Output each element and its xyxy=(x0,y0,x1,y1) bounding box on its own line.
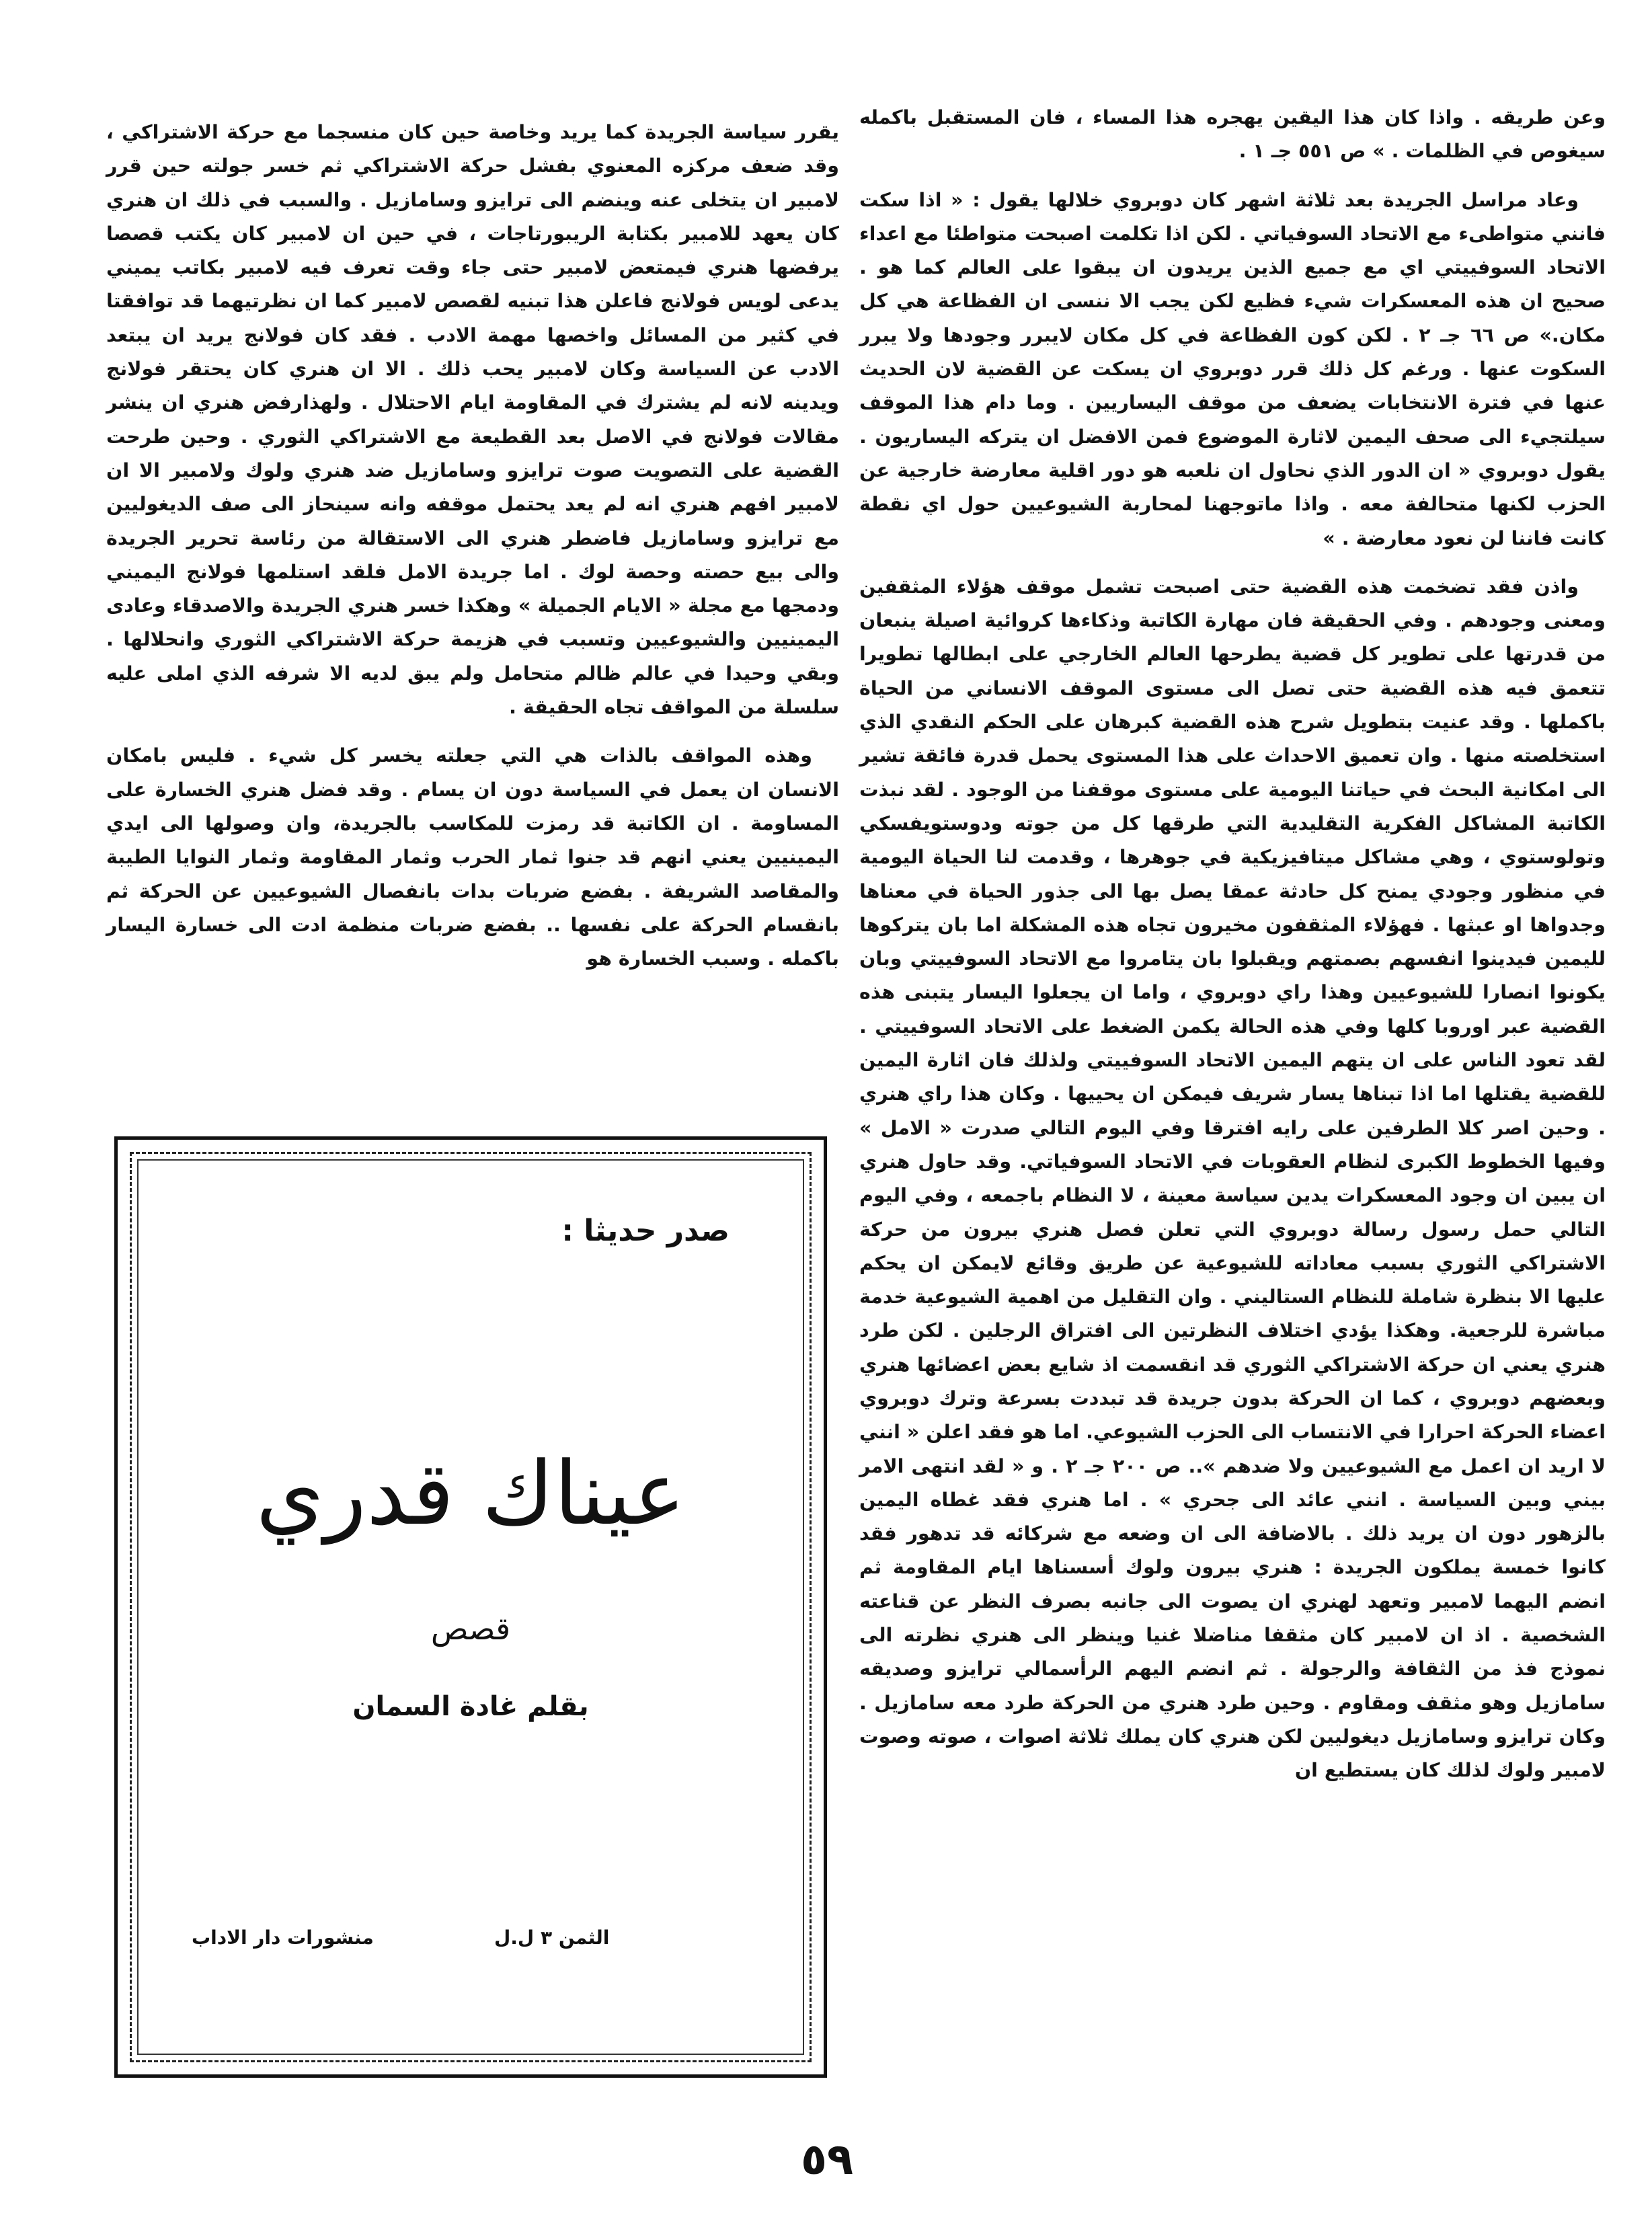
paragraph: وعن طريقه . واذا كان هذا اليقين يهجره هذا المساء ، فان المستقبل باكمله سيغوص في الظلمات . » ص ٥٥١ جـ ١ . xyxy=(859,106,1606,163)
ad-book-title: عيناك قدري xyxy=(255,1442,686,1545)
book-advertisement xyxy=(114,1136,827,2078)
ad-author: بقلم غادة السمان xyxy=(352,1691,589,1722)
decorative-border xyxy=(130,1152,812,2062)
decorative-frame xyxy=(137,1159,804,2055)
paragraph: وهذه المواقف بالذات هي التي جعلته يخسر كل شيء . فليس بامكان الانسان ان يعمل في السياسة دون ان يسام . وقد فضل هنري الخسارة على المساومة . ان الكاتبة قد رمزت للمكاسب بالجريدة، وان وصولها الى ايدي اليمينيين يعني انهم قد جنوا ثمار الحرب وثمار المقاومة وثمار النوايا الطيبة والمقاصد الشريفة . بفضع ضربات بدات بانفصال الشيوعيين عن الحركة ثم بانقسام الحركة على نفسها .. بفضع ضربات منظمة ادت الى خسارة اليسار باكمله . وسبب الخسارة هو xyxy=(106,744,839,970)
right-column xyxy=(859,101,1606,1788)
ad-published-heading: صدر حديثا : xyxy=(561,1214,730,1248)
paragraph: وعاد مراسل الجريدة بعد ثلاثة اشهر كان دوبروي خلالها يقول : « اذا سكت فانني متواطىء مع الاتحاد السوفياتي . لكن اذا تكلمت اصبحت متواطئا مع اعداء الاتحاد السوفييتي اي مع جميع الذين يريدون ان يبقوا على العالم كما هو . صحيح ان هذه المعسكرات شيء فظيع لكن يجب الا ننسى ان الفظاعة هي كل مكان.» ص ٦٦ جـ ٢ . لكن كون الفظاعة في كل مكان لايبرر وجودها ولا يبرر السكوت عنها . ورغم كل ذلك قرر دوبروي ان يسكت عن القضية لان الحديث عنها في فترة الانتخابات يضعف من موقف اليساريين . وما دام هذا الموقف سيلتجيء الى صحف اليمين لاثارة الموضوع فمن الافضل ان يتركه اليساريون . يقول دوبروي « ان الدور الذي نحاول ان نلعبه هو دور اقلية معارضة خارجية عن الحزب لكنها متحالفة معه . واذا ماتوجهنا لمحاربة الشيوعيين حول اي نقطة كانت فاننا لن نعود معارضة . » xyxy=(859,188,1606,549)
ad-book-genre: قصص xyxy=(430,1610,511,1647)
paragraph: واذن فقد تضخمت هذه القضية حتى اصبحت تشمل موقف هؤلاء المثقفين ومعنى وجودهم . وفي الحقيقة فان مهارة الكاتبة وذكاءها كروائية اصيلة ينبعان من قدرتها على تطوير كل قضية يطرحها العالم الخارجي على ابطالها تطويرا تتعمق فيه هذه القضية حتى تصل الى مستوى الموقف الانساني من الحياة باكملها . وقد عنيت بتطويل شرح هذه القضية كبرهان على الحكم النقدي الذي استخلصته منها . وان تعميق الاحداث على هذا المستوى يحمل قدرة فائقة تشير الى امكانية البحث في حياتنا اليومية على مستوى موقفنا من الوجود . لقد نبذت الكاتبة المشاكل الفكرية التقليدية التي طرقها كل من جوته ودوستويفسكي وتولوستوي ، وهي مشاكل ميتافيزيكية في جوهرها ، وقدمت لنا الحياة اليومية في منظور وجودي يمنح كل حادثة عمقا يصل بها الى جذور الحياة في معناها وجدواها او عبثها . فهؤلاء المثقفون مخيرون تجاه هذه المشكلة اما بان يتركوها لليمين فيدينوا انفسهم بصمتهم ويقبلوا بان يتامروا مع الاتحاد السوفييتي وبان يكونوا انصارا للشيوعيين وهذا راي دوبروي ، واما ان يجعلوا اليسار يتبنى هذه القضية عبر اوروبا كلها وفي هذه الحالة يكمن الضغط على الاتحاد السوفييتي . لقد تعود الناس على ان يتهم اليمين الاتحاد السوفييتي ولذلك فان اثارة اليمين للقضية يقتلها اما اذا تبناها يسار شريف فيمكن ان يحييها . وكان هذا راي هنري . وحين اصر كلا الطرفين على رايه افترقا وفي اليوم التالي صدرت « الامل » وفيها الخطوط الكبرى لنظام العقوبات في الاتحاد السوفياتي. وقد حاول هنري ان يبين ان وجود المعسكرات يدين سياسة معينة ، لا النظام باجمعه ، وفي اليوم التالي حمل رسول رسالة دوبروي التي تعلن فصل هنري بيرون من حركة الاشتراكي الثوري بسبب معاداته للشيوعية عن طريق وقائع لايمكن ان يحكم عليها الا بنظرة شاملة للنظام الستاليني . وان التقليل من اهمية الشيوعية خدمة مباشرة للرجعية. وهكذا يؤدي اختلاف النظرتين الى افتراق الرجلين . لكن طرد هنري يعني ان حركة الاشتراكي الثوري قد انقسمت اذ شايع بعض اعضائها هنري وبعضهم دوبروي ، كما ان الحركة بدون جريدة قد تبددت بسرعة وترك دوبروي اعضاء الحركة احرارا في الانتساب الى الحزب الشيوعي. اما هو فقد اعلن « انني لا اريد ان اعمل مع الشيوعيين ولا ضدهم ».. ص ٢٠٠ جـ ٢ . و « لقد انتهى الامر بيني وبين السياسة . انني عائد الى جحري » . اما هنري فقد غطاه اليمين بالزهور دون ان يريد ذلك . بالاضافة الى ان وضعه مع شركائه قد تدهور فقد كانوا خمسة يملكون الجريدة : هنري بيرون ولوك أسسناها ايام المقاومة ثم انضم اليهما لامبير وتعهد لهنري ان يصوت الى جانبه بصرف النظر عن قناعته الشخصية . اذ ان لامبير كان مثقفا مناضلا غنيا وينظر الى هنري نظرته الى نموذج فذ من الثقافة والرجولة . ثم انضم اليهم الرأسمالي ترايزو وصديقه سامازيل وهو مثقف ومقاوم . وحين طرد هنري من الحركة طرد معه سامازيل . وكان ترايزو وسامازيل ديغوليين لكن هنري كان يملك ثلاثة اصوات ، صوته وصوت لامبير ولوك لذلك كان يستطيع ان xyxy=(859,575,1606,1782)
paragraph: يقرر سياسة الجريدة كما يريد وخاصة حين كان منسجما مع حركة الاشتراكي ، وقد ضعف مركزه المعنوي بفشل حركة الاشتراكي ثم خسر جولته حين قرر لامبير ان يتخلى عنه وينضم الى ترايزو وسامازيل . والسبب في ذلك ان هنري كان يعهد للامبير بكتابة الريبورتاجات ، في حين ان لامبير كان يكتب قصصا يرفضها هنري فيمتعض لامبير حتى جاء وقت تعرف فيه لامبير بكاتب يميني يدعى لويس فولانج فاعلن هذا تبنيه لقصص لامبير كما ان نظرتيهما قد توافقتا في كثير من المسائل واخصها مهمة الادب . فقد كان فولانج يريد ان يبتعد الادب عن السياسة وكان لامبير يحب ذلك . الا ان هنري كان يحتقر فولانج ويدينه لانه لم يشترك في المقاومة ايام الاحتلال . ولهذارفض هنري ان ينشر مقالات فولانج في الاصل بعد القطيعة مع الاشتراكي الثوري . وحين طرحت القضية على التصويت صوت ترايزو وسامازيل ضد هنري ولوك ولامبير الا ان لامبير افهم هنري انه لم يعد يحتمل موقفه وانه سينحاز الى صف الديغوليين مع ترايزو وسامازيل فاضطر هنري الى الاستقالة من رئاسة تحرير الجريدة والى بيع حصته وحصة لوك . اما جريدة الامل فلقد استلمها فولانج اليميني ودمجها مع مجلة « الايام الجميلة » وهكذا خسر هنري الجريدة والاصدقاء وعادى اليمينيين والشيوعيين وتسبب في هزيمة حركة الاشتراكي الثوري وانحلالها . وبقي وحيدا في عالم ظالم متحامل ولم يبق لديه الا شرفه الذي املى عليه سلسلة من المواقف تجاه الحقيقة . xyxy=(106,121,839,719)
ad-price: الثمن ٣ ل.ل xyxy=(494,1926,610,1949)
left-column xyxy=(106,116,839,976)
ad-publisher: منشورات دار الاداب xyxy=(192,1926,374,1949)
page-number: ٥٩ xyxy=(800,2135,854,2185)
